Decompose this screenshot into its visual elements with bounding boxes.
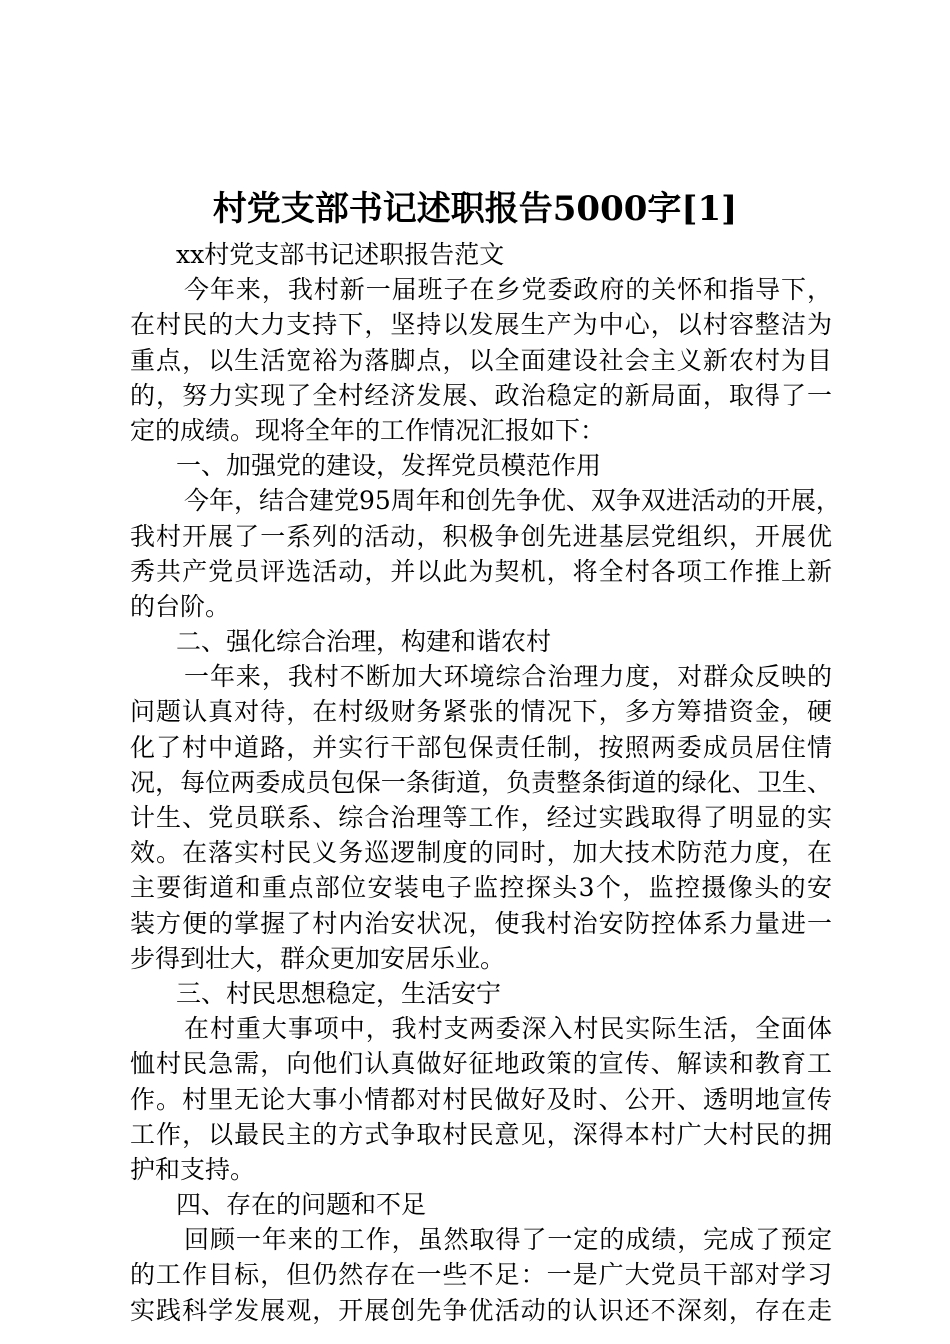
- paragraph-line: 问题认真对待，在村级财务紧张的情况下，多方筹措资金，硬: [130, 697, 832, 727]
- paragraph-line: 实践科学发展观，开展创先争优活动的认识还不深刻，存在走: [130, 1295, 832, 1325]
- paragraph-line: 主要街道和重点部位安装电子监控探头3个，监控摄像头的安: [130, 873, 832, 903]
- section-heading-line: 四、存在的问题和不足: [176, 1190, 427, 1220]
- paragraph-line: 化了村中道路，并实行干部包保责任制，按照两委成员居住情: [130, 732, 832, 762]
- paragraph-line: 在村重大事项中，我村支两委深入村民实际生活，全面体: [184, 1014, 832, 1044]
- section-heading-line: xx村党支部书记述职报告范文: [176, 240, 505, 269]
- paragraph-line: 重点，以生活宽裕为落脚点，以全面建设社会主义新农村为目: [130, 345, 832, 375]
- paragraph-line: 况，每位两委成员包保一条街道，负责整条街道的绿化、卫生、: [130, 767, 832, 797]
- paragraph-line: 护和支持。: [130, 1154, 256, 1184]
- paragraph-line: 的，努力实现了全村经济发展、政治稳定的新局面，取得了一: [130, 380, 832, 410]
- paragraph-line: 在村民的大力支持下，坚持以发展生产为中心，以村容整洁为: [130, 310, 832, 340]
- document-body: [130, 237, 841, 1328]
- paragraph-line: 计生、党员联系、综合治理等工作，经过实践取得了明显的实: [130, 803, 832, 832]
- paragraph-line: 秀共产党员评选活动，并以此为契机，将全村各项工作推上新: [130, 556, 832, 586]
- section-heading-line: 三、村民思想稳定，生活安宁: [176, 978, 502, 1008]
- paragraph-line: 的台阶。: [130, 591, 231, 621]
- paragraph-line: 回顾一年来的工作，虽然取得了一定的成绩，完成了预定: [184, 1225, 832, 1255]
- section-heading-line: 二、强化综合治理，构建和谐农村: [176, 627, 552, 657]
- paragraph-line: 定的成绩。现将全年的工作情况汇报如下：: [130, 415, 606, 445]
- paragraph-line: 效。在落实村民义务巡逻制度的同时，加大技术防范力度，在: [130, 838, 832, 868]
- paragraph-line: 作。村里无论大事小情都对村民做好及时、公开、透明地宣传: [130, 1084, 832, 1114]
- document-title: 村党支部书记述职报告5000字[1]: [212, 189, 738, 229]
- paragraph-line: 今年，结合建党95周年和创先争优、双争双进活动的开展，: [184, 486, 841, 516]
- paragraph-line: 的工作目标，但仍然存在一些不足：一是广大党员干部对学习: [130, 1260, 832, 1290]
- paragraph-line: 步得到壮大，群众更加安居乐业。: [130, 943, 506, 973]
- section-heading-line: 一、加强党的建设，发挥党员模范作用: [176, 451, 602, 481]
- paragraph-line: 一年来，我村不断加大环境综合治理力度，对群众反映的: [184, 662, 832, 692]
- paragraph-line: 今年来，我村新一届班子在乡党委政府的关怀和指导下，: [184, 275, 832, 305]
- paragraph-line: 恤村民急需，向他们认真做好征地政策的宣传、解读和教育工: [130, 1049, 832, 1079]
- paragraph-line: 工作，以最民主的方式争取村民意见，深得本村广大村民的拥: [130, 1119, 832, 1149]
- paragraph-line: 装方便的掌握了村内治安状况，使我村治安防控体系力量进一: [130, 908, 832, 938]
- paragraph-line: 我村开展了一系列的活动，积极争创先进基层党组织，开展优: [130, 521, 832, 551]
